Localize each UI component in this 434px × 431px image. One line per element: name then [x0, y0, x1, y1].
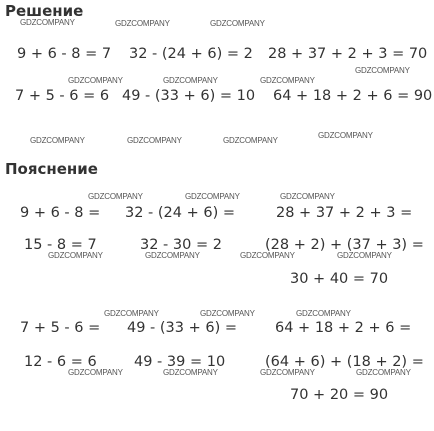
- explanation-heading: Пояснение: [5, 160, 98, 178]
- watermark: GDZCOMPANY: [337, 251, 392, 260]
- watermark: GDZCOMPANY: [280, 192, 335, 201]
- explanation-expression: 28 + 37 + 2 + 3 =: [276, 205, 413, 221]
- watermark: GDZCOMPANY: [68, 368, 123, 377]
- watermark: GDZCOMPANY: [260, 76, 315, 85]
- solution-expression: 32 - (24 + 6) = 2: [129, 46, 253, 62]
- solution-expression: 7 + 5 - 6 = 6: [15, 88, 110, 104]
- solution-expression: 64 + 18 + 2 + 6 = 90: [273, 88, 433, 104]
- watermark: GDZCOMPANY: [88, 192, 143, 201]
- watermark: GDZCOMPANY: [223, 136, 278, 145]
- watermark: GDZCOMPANY: [48, 251, 103, 260]
- watermark: GDZCOMPANY: [163, 368, 218, 377]
- watermark: GDZCOMPANY: [185, 192, 240, 201]
- watermark: GDZCOMPANY: [163, 76, 218, 85]
- solution-expression: 9 + 6 - 8 = 7: [17, 46, 112, 62]
- explanation-step: 49 - 39 = 10: [134, 354, 226, 370]
- watermark: GDZCOMPANY: [318, 131, 373, 140]
- watermark: GDZCOMPANY: [260, 368, 315, 377]
- explanation-expression: 64 + 18 + 2 + 6 =: [275, 320, 412, 336]
- explanation-expression: 32 - (24 + 6) =: [125, 205, 236, 221]
- solution-expression: 49 - (33 + 6) = 10: [122, 88, 256, 104]
- solution-expression: 28 + 37 + 2 + 3 = 70: [268, 46, 428, 62]
- watermark: GDZCOMPANY: [115, 19, 170, 28]
- watermark: GDZCOMPANY: [240, 251, 295, 260]
- explanation-expression: 7 + 5 - 6 =: [20, 320, 101, 336]
- explanation-step: (64 + 6) + (18 + 2) =: [265, 354, 424, 370]
- watermark: GDZCOMPANY: [355, 66, 410, 75]
- explanation-expression: 9 + 6 - 8 =: [20, 205, 101, 221]
- solution-heading: Решение: [5, 2, 84, 20]
- explanation-step: 12 - 6 = 6: [24, 354, 97, 370]
- watermark: GDZCOMPANY: [30, 136, 85, 145]
- explanation-result: 70 + 20 = 90: [290, 387, 389, 403]
- watermark: GDZCOMPANY: [356, 368, 411, 377]
- explanation-step: 32 - 30 = 2: [140, 237, 222, 253]
- watermark: GDZCOMPANY: [20, 18, 75, 27]
- watermark: GDZCOMPANY: [104, 309, 159, 318]
- explanation-result: 30 + 40 = 70: [290, 271, 389, 287]
- explanation-step: (28 + 2) + (37 + 3) =: [265, 237, 424, 253]
- explanation-step: 15 - 8 = 7: [24, 237, 97, 253]
- watermark: GDZCOMPANY: [145, 251, 200, 260]
- watermark: GDZCOMPANY: [68, 76, 123, 85]
- watermark: GDZCOMPANY: [127, 136, 182, 145]
- explanation-expression: 49 - (33 + 6) =: [127, 320, 238, 336]
- watermark: GDZCOMPANY: [200, 309, 255, 318]
- watermark: GDZCOMPANY: [296, 309, 351, 318]
- watermark: GDZCOMPANY: [210, 19, 265, 28]
